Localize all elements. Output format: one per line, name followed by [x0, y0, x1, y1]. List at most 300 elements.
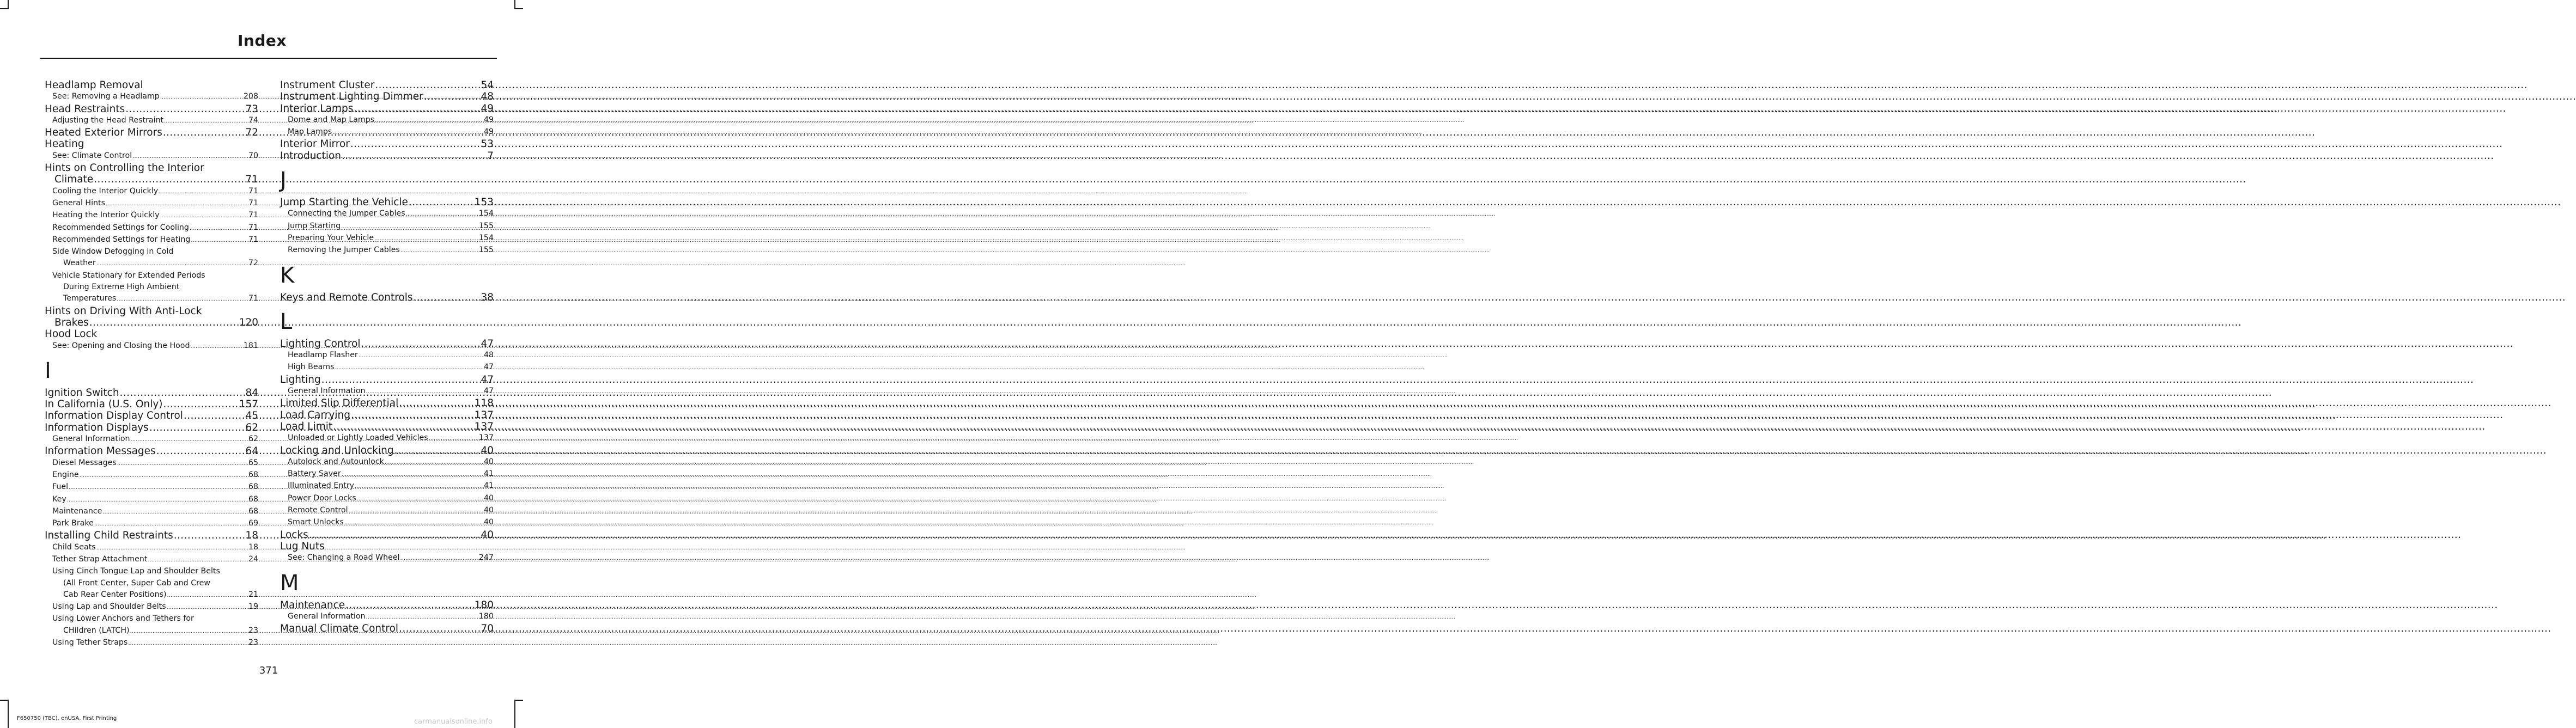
dot-leader: [309, 529, 481, 541]
entry-text: High Beams: [288, 363, 335, 372]
index-entry[interactable]: [280, 197, 494, 208]
page-ref[interactable]: 64: [245, 445, 258, 457]
index-entry[interactable]: [45, 387, 258, 399]
entry-text-line: (All Front Center, Super Cab and Crew: [63, 578, 210, 588]
entry-text: Using Lap and Shoulder Belts: [52, 602, 166, 611]
entry-text-line: During Extreme High Ambient: [63, 283, 180, 292]
page-ref[interactable]: 47: [481, 374, 494, 386]
index-subentry[interactable]: [280, 468, 494, 480]
index-subentry[interactable]: [45, 457, 258, 469]
page-ref[interactable]: 69: [248, 519, 258, 528]
dot-leader: [375, 79, 480, 91]
entry-text: General Information: [288, 611, 366, 621]
dot-leader: [160, 91, 243, 103]
dot-leader: [117, 458, 248, 469]
page-ref[interactable]: 18: [248, 542, 258, 552]
page-ref[interactable]: 72: [245, 127, 258, 139]
index-subentry[interactable]: [45, 506, 258, 518]
page-ref[interactable]: 68: [248, 506, 258, 516]
dot-leader: [96, 542, 248, 554]
index-subentry[interactable]: [280, 386, 494, 397]
entry-text: Dome and Map Lamps: [288, 115, 375, 124]
dot-leader: [156, 445, 245, 457]
dot-leader: [366, 611, 478, 623]
page-ref[interactable]: 21: [248, 590, 258, 599]
page-ref[interactable]: 157: [239, 399, 258, 411]
page-ref[interactable]: 49: [483, 115, 494, 124]
entry-text: Information Displays: [45, 421, 149, 433]
entry-text: Interior Lamps: [280, 102, 354, 114]
page-ref[interactable]: 180: [478, 611, 494, 621]
page-ref[interactable]: 40: [481, 444, 494, 456]
dot-leader: [67, 494, 248, 506]
entry-text: Map Lamps: [288, 127, 332, 137]
index-entry[interactable]: [45, 138, 258, 150]
entry-text: Load Carrying: [280, 409, 350, 421]
dot-leader: [375, 115, 483, 126]
entry-text: General Information: [52, 435, 130, 444]
dot-leader: [163, 127, 245, 138]
page-ref[interactable]: 68: [248, 470, 258, 479]
page-ref[interactable]: 180: [474, 599, 494, 611]
index-subentry[interactable]: [280, 456, 494, 468]
page-ref[interactable]: 118: [474, 397, 494, 409]
entry-text: In California (U.S. Only): [45, 399, 163, 411]
page-number: 371: [259, 665, 278, 676]
page-ref[interactable]: 73: [245, 103, 258, 115]
entry-text: Information Display Control: [45, 410, 183, 422]
page-ref[interactable]: 68: [248, 482, 258, 492]
dot-leader: [345, 599, 474, 611]
dot-leader: [96, 258, 248, 270]
entry-text: Load Limit: [280, 420, 333, 432]
index-entry[interactable]: [280, 91, 494, 102]
entry-text: Adjusting the Head Restraint: [52, 115, 164, 125]
entry-text: Keys and Remote Controls: [280, 291, 413, 303]
page-ref[interactable]: 155: [478, 246, 494, 255]
entry-text: Limited Slip Differential: [280, 397, 399, 409]
page-ref[interactable]: 71: [248, 211, 258, 220]
page-ref[interactable]: 45: [245, 410, 258, 422]
index-subentry[interactable]: [45, 637, 258, 649]
page-ref[interactable]: 41: [483, 469, 494, 479]
index-entry[interactable]: [280, 421, 494, 432]
page-ref[interactable]: 181: [243, 341, 258, 350]
entry-text: Introduction: [280, 150, 342, 162]
dot-leader: [406, 209, 478, 220]
index-entry[interactable]: [280, 445, 494, 456]
dot-leader: [335, 362, 483, 374]
entry-text: Remote Control: [288, 506, 348, 515]
page-ref[interactable]: 120: [239, 316, 258, 328]
index-subentry[interactable]: [280, 208, 494, 220]
page-title: Index: [238, 32, 287, 50]
page-ref[interactable]: 84: [245, 387, 258, 399]
dot-leader: [191, 235, 248, 246]
dot-leader: [374, 233, 478, 244]
index-entry[interactable]: [45, 103, 258, 115]
entry-text: Diesel Messages: [52, 458, 117, 467]
entry-text: Smart Unlocks: [288, 518, 344, 527]
index-subentry[interactable]: [280, 233, 494, 244]
dot-leader: [399, 623, 480, 634]
dot-leader: [80, 470, 248, 481]
entry-text: Power Door Locks: [288, 493, 356, 503]
dot-leader: [102, 506, 248, 518]
crop-mark-bottom-left: [8, 700, 9, 728]
index-subentry[interactable]: [45, 234, 258, 246]
page-ref[interactable]: 7: [487, 150, 494, 162]
page-ref[interactable]: 18: [245, 530, 258, 542]
dot-leader: [163, 399, 239, 410]
index-subentry[interactable]: [45, 91, 258, 103]
page-ref[interactable]: 153: [474, 197, 494, 209]
entry-text: Child Seats: [52, 542, 96, 552]
entry-text: Instrument Lighting Dimmer: [280, 91, 423, 103]
dot-leader: [117, 293, 248, 305]
page-ref[interactable]: 49: [481, 102, 494, 114]
index-subentry[interactable]: [45, 542, 258, 554]
index-subentry[interactable]: [280, 350, 494, 362]
page-ref[interactable]: 38: [481, 291, 494, 303]
page-ref[interactable]: 137: [474, 420, 494, 432]
entry-text: Locks: [280, 529, 308, 541]
entry-text: Ignition Switch: [45, 387, 119, 399]
index-entry[interactable]: [280, 623, 494, 634]
entry-text: See: Climate Control: [52, 151, 132, 160]
entry-text: General Information: [288, 387, 366, 396]
dot-leader: [350, 138, 481, 150]
page-ref[interactable]: 74: [248, 115, 258, 125]
dot-leader: [132, 151, 248, 162]
index-subentry[interactable]: [280, 362, 494, 374]
crop-mark-top-right: [514, 8, 523, 9]
dot-leader: [400, 553, 478, 564]
entry-text: Preparing Your Vehicle: [288, 233, 374, 242]
index-subentry[interactable]: [280, 611, 494, 623]
dot-leader: [424, 91, 481, 102]
crop-mark-bottom-right: [514, 700, 523, 701]
dot-leader: [333, 421, 474, 432]
index-entry[interactable]: [280, 338, 494, 350]
entry-text-line: Side Window Defogging in Cold: [52, 247, 174, 256]
dot-leader: [332, 127, 483, 138]
dot-leader: [149, 422, 245, 433]
index-entry[interactable]: [45, 422, 258, 433]
entry-text-line: Using Cinch Tongue Lap and Shoulder Belts: [52, 567, 220, 576]
entry-text: Brakes: [54, 316, 89, 328]
index-entry[interactable]: [45, 445, 258, 457]
dot-leader: [164, 115, 248, 127]
entry-text: Locking and Unlocking: [280, 444, 394, 456]
dot-leader: [354, 103, 480, 114]
page-ref[interactable]: 40: [483, 506, 494, 515]
page-ref[interactable]: 72: [248, 259, 258, 268]
entry-text: Weather: [63, 259, 96, 268]
page-ref[interactable]: 71: [248, 235, 258, 244]
dot-leader: [359, 350, 483, 362]
dot-leader: [167, 590, 248, 601]
index-subentry[interactable]: [45, 613, 258, 637]
entry-text: Hood Lock: [45, 328, 98, 340]
entry-text: Unloaded or Lightly Loaded Vehicles: [288, 433, 428, 443]
page-ref[interactable]: 48: [481, 91, 494, 103]
page-ref[interactable]: 70: [481, 623, 494, 635]
section-letter: M: [280, 570, 299, 596]
dot-leader: [191, 341, 243, 352]
index-entry[interactable]: [45, 79, 258, 91]
index-subentry[interactable]: [280, 126, 494, 138]
entry-text: Instrument Cluster: [280, 79, 375, 91]
crop-mark-top-left: [0, 8, 9, 9]
watermark: carmanualsonline.info: [414, 718, 493, 726]
index-subentry[interactable]: [280, 114, 494, 126]
page-ref[interactable]: 65: [248, 458, 258, 467]
entry-text-line: Hints on Controlling the Interior: [45, 162, 204, 174]
section-letter: L: [280, 309, 293, 334]
index-entry[interactable]: [280, 409, 494, 421]
dot-leader: [94, 174, 245, 185]
index-subentry[interactable]: [280, 552, 494, 564]
page-ref[interactable]: 70: [248, 151, 258, 160]
entry-text: Engine: [52, 470, 79, 479]
index-subentry[interactable]: [45, 198, 258, 210]
header-rule: [40, 58, 497, 59]
dot-leader: [400, 245, 478, 256]
dot-leader: [125, 103, 245, 115]
dot-leader: [342, 469, 483, 480]
page-ref[interactable]: 48: [483, 351, 494, 360]
entry-text: Using Tether Straps: [52, 638, 128, 647]
index-subentry[interactable]: [280, 432, 494, 444]
entry-text-line: Hints on Driving With Anti-Lock: [45, 305, 202, 317]
index-entry[interactable]: [45, 328, 258, 340]
index-subentry[interactable]: [45, 554, 258, 566]
index-subentry[interactable]: [45, 115, 258, 127]
footer-text: F650750 (TBC), enUSA, First Printing: [17, 715, 117, 721]
index-entry[interactable]: [45, 305, 258, 329]
index-entry[interactable]: [280, 397, 494, 409]
page-ref[interactable]: 154: [478, 209, 494, 218]
page-ref[interactable]: 47: [483, 387, 494, 396]
page-ref[interactable]: 24: [248, 554, 258, 564]
entry-text: Maintenance: [280, 599, 345, 611]
entry-text: Fuel: [52, 482, 69, 492]
section-letter: I: [45, 358, 51, 383]
dot-leader: [120, 387, 245, 399]
entry-text: Installing Child Restraints: [45, 530, 173, 542]
crop-mark-bottom-right: [514, 700, 515, 728]
entry-text: General Hints: [52, 198, 105, 207]
index-entry[interactable]: [45, 162, 258, 186]
index-subentry[interactable]: [280, 493, 494, 505]
index-subentry[interactable]: [45, 270, 258, 305]
page-ref[interactable]: 71: [248, 198, 258, 207]
entry-text: Heating: [45, 138, 84, 150]
index-entry[interactable]: [280, 374, 494, 386]
dot-leader: [159, 186, 248, 198]
index-subentry[interactable]: [45, 469, 258, 481]
page-ref[interactable]: 40: [483, 457, 494, 466]
entry-text: Recommended Settings for Heating: [52, 235, 191, 244]
entry-text: Lighting Control: [280, 338, 361, 350]
page-ref[interactable]: 41: [483, 481, 494, 491]
dot-leader: [409, 197, 474, 208]
page-ref[interactable]: 71: [248, 223, 258, 232]
page-ref[interactable]: 155: [478, 221, 494, 230]
dot-leader: [361, 338, 481, 350]
dot-leader: [349, 505, 483, 517]
entry-text: Illuminated Entry: [288, 481, 355, 491]
index-entry[interactable]: [45, 410, 258, 421]
entry-text: Heating the Interior Quickly: [52, 211, 160, 220]
page-ref[interactable]: 53: [481, 138, 494, 150]
entry-text: Lug Nuts: [280, 540, 325, 552]
entry-text: Cooling the Interior Quickly: [52, 186, 159, 195]
entry-text: See: Opening and Closing the Hood: [52, 341, 190, 350]
index-subentry[interactable]: [45, 481, 258, 493]
entry-text: Connecting the Jumper Cables: [288, 209, 405, 218]
dot-leader: [174, 530, 245, 541]
dot-leader: [341, 221, 478, 233]
entry-text: Climate: [54, 174, 94, 186]
index-column-left: [45, 79, 258, 649]
entry-text: Cab Rear Center Positions): [63, 590, 167, 599]
index-subentry[interactable]: [45, 433, 258, 445]
index-subentry[interactable]: [280, 244, 494, 256]
dot-leader: [190, 223, 248, 234]
entry-text: Key: [52, 494, 66, 504]
index-entry[interactable]: [280, 599, 494, 611]
entry-text: Headlamp Removal: [45, 79, 143, 91]
dot-leader: [429, 433, 478, 444]
dot-leader: [357, 493, 483, 505]
dot-leader: [160, 210, 248, 222]
index-subentry[interactable]: [45, 518, 258, 530]
page-ref[interactable]: 137: [474, 409, 494, 421]
index-subentry[interactable]: [280, 505, 494, 517]
entry-text: Manual Climate Control: [280, 623, 399, 635]
index-entry[interactable]: [280, 529, 494, 541]
entry-text: Maintenance: [52, 506, 102, 516]
index-subentry[interactable]: [45, 222, 258, 234]
section-letter: K: [280, 262, 295, 288]
page-ref[interactable]: 40: [481, 529, 494, 541]
page-ref[interactable]: 68: [248, 494, 258, 504]
index-entry[interactable]: [280, 138, 494, 150]
page-ref[interactable]: 137: [478, 433, 494, 443]
crop-mark-bottom-left: [0, 700, 9, 701]
dot-leader: [351, 409, 474, 421]
index-subentry[interactable]: [45, 150, 258, 162]
entry-text: Interior Mirror: [280, 138, 350, 150]
dot-leader: [130, 626, 248, 637]
dot-leader: [399, 397, 473, 409]
page-ref[interactable]: 62: [245, 421, 258, 433]
page-ref[interactable]: 49: [483, 127, 494, 137]
entry-text: Head Restraints: [45, 103, 125, 115]
entry-text: Temperatures: [63, 294, 117, 303]
dot-leader: [131, 434, 248, 445]
entry-text: Jump Starting the Vehicle: [280, 197, 408, 209]
entry-text: Tether Strap Attachment: [52, 554, 148, 564]
page-ref[interactable]: 62: [248, 435, 258, 444]
dot-leader: [69, 482, 248, 493]
entry-text: Information Messages: [45, 445, 156, 457]
entry-text-line: Vehicle Stationary for Extended Periods: [52, 271, 205, 280]
dot-leader: [342, 150, 487, 162]
index-subentry[interactable]: [45, 340, 258, 352]
entry-text: Headlamp Flasher: [288, 351, 358, 360]
index-entry[interactable]: [280, 103, 494, 114]
dot-leader: [355, 481, 483, 492]
index-subentry[interactable]: [45, 246, 258, 270]
index-subentry[interactable]: [45, 186, 258, 198]
entry-text: See: Removing a Headlamp: [52, 92, 160, 101]
index-subentry[interactable]: [45, 210, 258, 222]
page-ref[interactable]: 154: [478, 233, 494, 242]
entry-text: CHildren (LATCH): [63, 626, 130, 635]
page-ref[interactable]: 47: [481, 338, 494, 350]
dot-leader: [385, 457, 483, 468]
entry-text: See: Changing a Road Wheel: [288, 553, 400, 562]
entry-text: Lighting: [280, 374, 321, 386]
dot-leader: [366, 386, 483, 397]
dot-leader: [106, 198, 248, 210]
dot-leader: [94, 518, 248, 530]
dot-leader: [321, 374, 481, 386]
index-subentry[interactable]: [280, 221, 494, 233]
dot-leader: [394, 445, 481, 456]
index-entry[interactable]: [280, 541, 494, 552]
index-entry[interactable]: [45, 399, 258, 410]
page-ref[interactable]: 247: [478, 553, 494, 562]
entry-text: Heated Exterior Mirrors: [45, 127, 162, 139]
dot-leader: [148, 554, 248, 566]
page-ref[interactable]: 40: [483, 518, 494, 527]
dot-leader: [167, 602, 248, 613]
page-ref[interactable]: 71: [248, 294, 258, 303]
index-entry[interactable]: [45, 530, 258, 541]
page-ref[interactable]: 208: [243, 92, 258, 101]
entry-text: Jump Starting: [288, 221, 341, 230]
page-ref[interactable]: 23: [248, 626, 258, 635]
page-ref[interactable]: 71: [245, 174, 258, 186]
index-entry[interactable]: [280, 150, 494, 162]
dot-leader: [414, 292, 481, 303]
page-ref[interactable]: 54: [481, 79, 494, 91]
index-entry[interactable]: [280, 292, 494, 303]
dot-leader: [184, 410, 245, 421]
page-ref[interactable]: 47: [483, 363, 494, 372]
entry-text: Recommended Settings for Cooling: [52, 223, 189, 232]
dot-leader: [128, 638, 248, 649]
page-ref[interactable]: 23: [248, 638, 258, 647]
page-ref[interactable]: 19: [248, 602, 258, 611]
index-entry[interactable]: [45, 127, 258, 138]
index-subentry[interactable]: [45, 566, 258, 601]
index-subentry[interactable]: [45, 601, 258, 613]
page-ref[interactable]: 40: [483, 493, 494, 503]
index-subentry[interactable]: [280, 480, 494, 492]
index-column-right: [280, 79, 494, 634]
dot-leader: [344, 517, 483, 529]
index-entry[interactable]: [280, 79, 494, 91]
index-subentry[interactable]: [45, 494, 258, 506]
entry-text: Battery Saver: [288, 469, 341, 479]
page-ref[interactable]: 71: [248, 186, 258, 195]
index-subentry[interactable]: [280, 517, 494, 529]
